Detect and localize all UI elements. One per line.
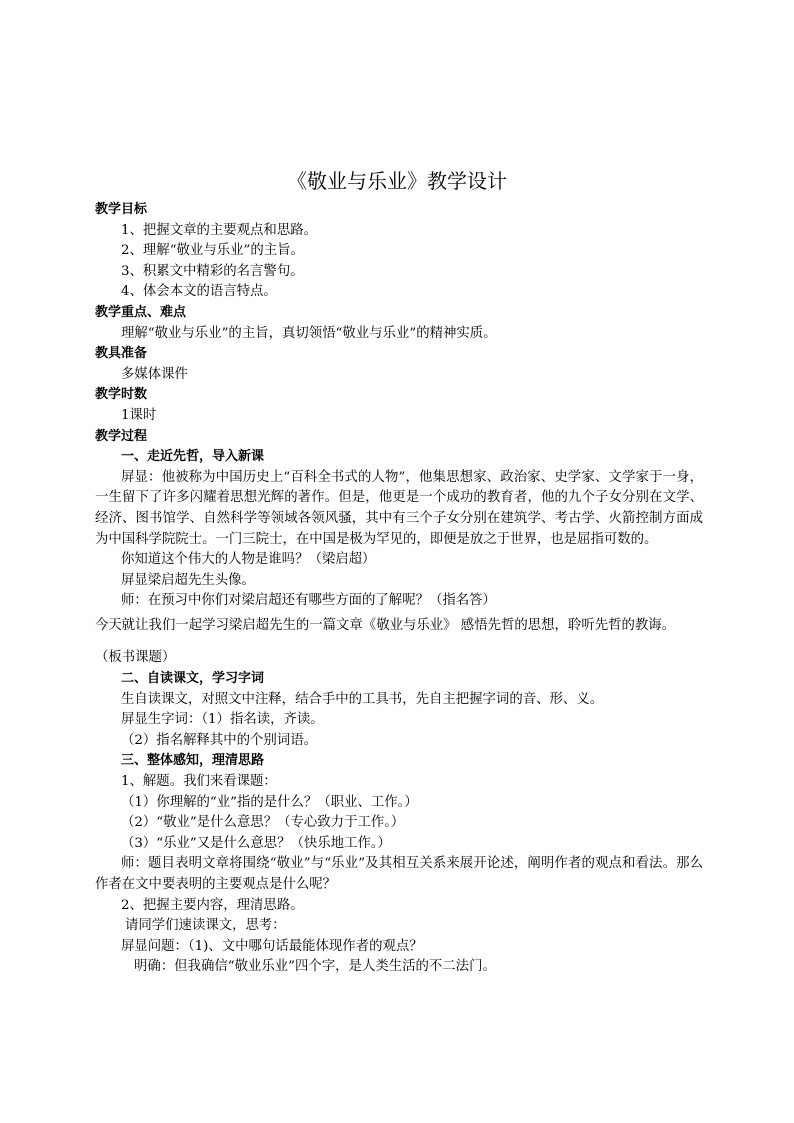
part2-vocab: 屏显生字词：（1）指名读，齐读。	[121, 712, 324, 728]
document-body	[95, 200, 703, 978]
key-points-text: 理解“敬业与乐业”的主旨，真切领悟“敬业与乐业”的精神实质。	[121, 325, 497, 341]
part1-today: 今天就让我们一起学习梁启超先生的一篇文章《敬业与乐业》 感悟先哲的思想，聆听先哲的教诲。	[95, 617, 676, 633]
hours-heading: 教学时数	[95, 387, 148, 403]
part1-question: 你知道这个伟大的人物是谁吗？（梁启超）	[121, 552, 376, 568]
part3-q2: （2）“敬业”是什么意思？（专心致力于工作。）	[121, 815, 405, 831]
part2-self-read: 生自读课文，对照文中注释，结合手中的工具书，先自主把握字词的音、形、义。	[121, 691, 604, 707]
tools-text: 多媒体课件	[121, 366, 188, 382]
key-points-heading: 教学重点、难点	[95, 304, 187, 320]
part3-grasp: 2、把握主要内容，理清思路。	[121, 897, 304, 913]
process-heading: 教学过程	[95, 428, 148, 444]
part2-heading: 二、自读课文，学习字词	[121, 671, 265, 687]
goal-item: 3、积累文中精彩的名言警句。	[121, 263, 304, 279]
part1-teacher: 师：在预习中你们对梁启超还有哪些方面的了解呢？（指名答）	[121, 593, 496, 609]
goal-item: 4、体会本文的语言特点。	[121, 284, 277, 300]
part3-q3: （3）“乐业”又是什么意思？（快乐地工作。）	[121, 835, 391, 851]
part3-q1: （1）你理解的“业”指的是什么？（职业、工作。）	[121, 794, 418, 810]
part1-screen-text: 屏显：他被称为中国历史上“百科全书式的人物”，他集思想家、政治家、史学家、文学家于一身，一生留下了许多闪耀着思想光辉的著作。但是，他更是一个成功的教育者，他的九个子女分别在文学、经济、图书馆学、自然科学等领域各领风骚，其中有三个子女分别在建筑学、考古学、火箭控制方面成为中国科学院院士。一门三院士，在中国是极为罕见的，即便是放之于世界，也是屈指可数的。	[95, 469, 703, 547]
goal-item: 2、理解“敬业与乐业”的主旨。	[121, 243, 304, 259]
part2-vocab2: （2）指名解释其中的个别词语。	[121, 732, 317, 748]
goals-heading: 教学目标	[95, 202, 148, 217]
goal-item: 1、把握文章的主要观点和思路。	[121, 222, 317, 238]
part1-board: （板书课题）	[95, 650, 176, 666]
part3-answer: 明确：但我确信“敬业乐业”四个字，是人类生活的不二法门。	[134, 959, 496, 975]
part3-teacher: 师：题目表明文章将围绕“敬业”与“乐业”及其相互关系来展开论述，阐明作者的观点和看法。那么作者在文中要表明的主要观点是什么呢？	[95, 856, 703, 892]
part3-quick: 请同学们速读课文，思考：	[125, 918, 286, 934]
part1-heading: 一、走近先哲，导入新课	[121, 449, 265, 465]
document-title: 《敬业与乐业》教学设计	[287, 169, 507, 193]
tools-heading: 教具准备	[95, 346, 148, 362]
part3-screen-question: 屏显问题：（1)、文中哪句话最能体现作者的观点？	[121, 938, 423, 954]
hours-text: 1课时	[121, 407, 157, 423]
part1-portrait: 屏显梁启超先生头像。	[121, 572, 255, 588]
part3-topic: 1、解题。我们来看课题：	[121, 774, 277, 790]
part3-heading: 三、整体感知，理清思路	[121, 753, 265, 769]
